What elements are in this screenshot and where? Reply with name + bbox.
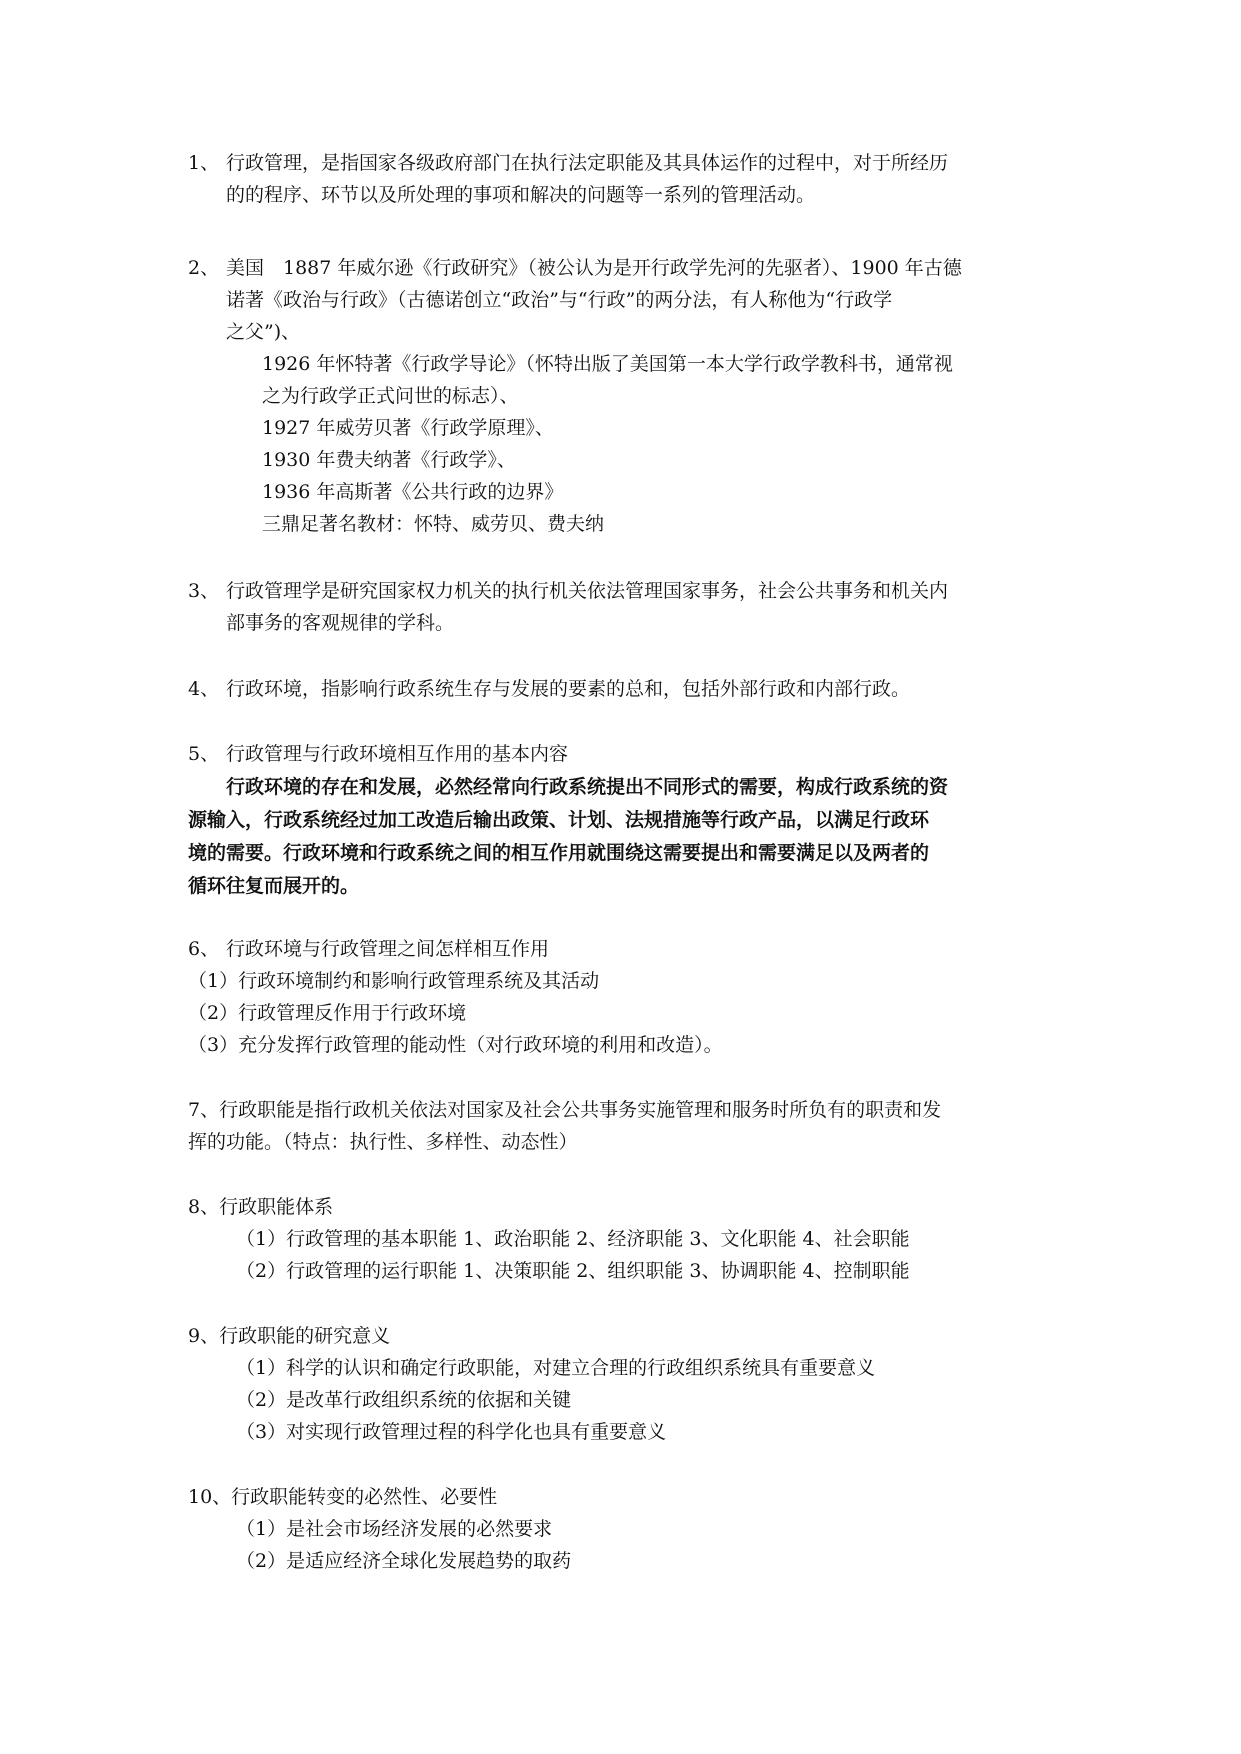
- item-2-line-1: 美国 1887 年威尔逊《行政研究》（被公认为是开行政学先河的先驱者）、1900 年古德: [226, 257, 962, 279]
- item-10-heading: 10、行政职能转变的必然性、必要性: [188, 1486, 498, 1508]
- item-2-line-3: 之父”)、: [226, 321, 301, 343]
- item-4-line-1: 行政环境，指影响行政系统生存与发展的要素的总和，包括外部行政和内部行政。: [226, 678, 911, 700]
- item-3-line-2: 部事务的客观规律的学科。: [226, 612, 455, 634]
- item-2-sub-1a: 1926 年怀特著《行政学导论》（怀特出版了美国第一本大学行政学教科书，通常视: [262, 353, 953, 375]
- item-2-sub-4: 1936 年高斯著《公共行政的边界》: [262, 481, 564, 503]
- item-8-sub-2: （2）行政管理的运行职能 1、决策职能 2、组织职能 3、协调职能 4、控制职能: [236, 1260, 910, 1282]
- item-3-number: 3、: [188, 580, 220, 602]
- item-7-line-1: 7、行政职能是指行政机关依法对国家及社会公共事务实施管理和服务时所负有的职责和发: [188, 1099, 942, 1121]
- item-6-sub-2: （2）行政管理反作用于行政环境: [188, 1002, 467, 1024]
- item-9-sub-1: （1）科学的认识和确定行政职能，对建立合理的行政组织系统具有重要意义: [236, 1357, 876, 1379]
- item-2-sub-2: 1927 年威劳贝著《行政学原理》、: [262, 417, 554, 439]
- item-5-bold-line-2: 源输入，行政系统经过加工改造后输出政策、计划、法规措施等行政产品，以满足行政环: [188, 809, 930, 831]
- item-6-sub-1: （1）行政环境制约和影响行政管理系统及其活动: [188, 970, 600, 992]
- item-2-line-2: 诺著《政治与行政》（古德诺创立“政治”与“行政”的两分法，有人称他为“行政学: [226, 289, 893, 311]
- item-2-sub-5: 三鼎足著名教材：怀特、威劳贝、费夫纳: [262, 513, 605, 535]
- item-2-sub-1b: 之为行政学正式问世的标志）、: [262, 385, 519, 407]
- item-9-sub-3: （3）对实现行政管理过程的科学化也具有重要意义: [236, 1421, 667, 1443]
- item-10-sub-2: （2）是适应经济全球化发展趋势的取药: [236, 1550, 572, 1572]
- item-8-heading: 8、行政职能体系: [188, 1196, 334, 1218]
- item-5-number: 5、: [188, 743, 220, 765]
- item-9-sub-2: （2）是改革行政组织系统的依据和关键: [236, 1389, 572, 1411]
- item-5-heading: 行政管理与行政环境相互作用的基本内容: [226, 743, 569, 765]
- item-6-sub-3: （3）充分发挥行政管理的能动性（对行政环境的利用和改造）。: [188, 1034, 723, 1056]
- item-5-bold-line-1: 行政环境的存在和发展，必然经常向行政系统提出不同形式的需要，构成行政系统的资: [226, 776, 949, 798]
- item-1-number: 1、: [188, 152, 220, 174]
- item-7-line-2: 挥的功能。（特点：执行性、多样性、动态性）: [188, 1131, 578, 1153]
- item-1-line-1: 行政管理，是指国家各级政府部门在执行法定职能及其具体运作的过程中，对于所经历: [226, 152, 949, 174]
- item-2-sub-3: 1930 年费夫纳著《行政学》、: [262, 449, 516, 471]
- item-1-line-2: 的的程序、环节以及所处理的事项和解决的问题等一系列的管理活动。: [226, 184, 816, 206]
- item-9-heading: 9、行政职能的研究意义: [188, 1325, 391, 1347]
- item-10-sub-1: （1）是社会市场经济发展的必然要求: [236, 1518, 553, 1540]
- item-5-bold-line-3: 境的需要。行政环境和行政系统之间的相互作用就围绕这需要提出和需要满足以及两者的: [188, 842, 930, 864]
- item-5-bold-line-4: 循环往复而展开的。: [188, 875, 360, 897]
- item-8-sub-1: （1）行政管理的基本职能 1、政治职能 2、经济职能 3、文化职能 4、社会职能: [236, 1228, 910, 1250]
- item-6-number: 6、: [188, 938, 220, 960]
- item-6-heading: 行政环境与行政管理之间怎样相互作用: [226, 938, 550, 960]
- item-2-number: 2、: [188, 257, 220, 279]
- item-3-line-1: 行政管理学是研究国家权力机关的执行机关依法管理国家事务，社会公共事务和机关内: [226, 580, 949, 602]
- item-4-number: 4、: [188, 678, 220, 700]
